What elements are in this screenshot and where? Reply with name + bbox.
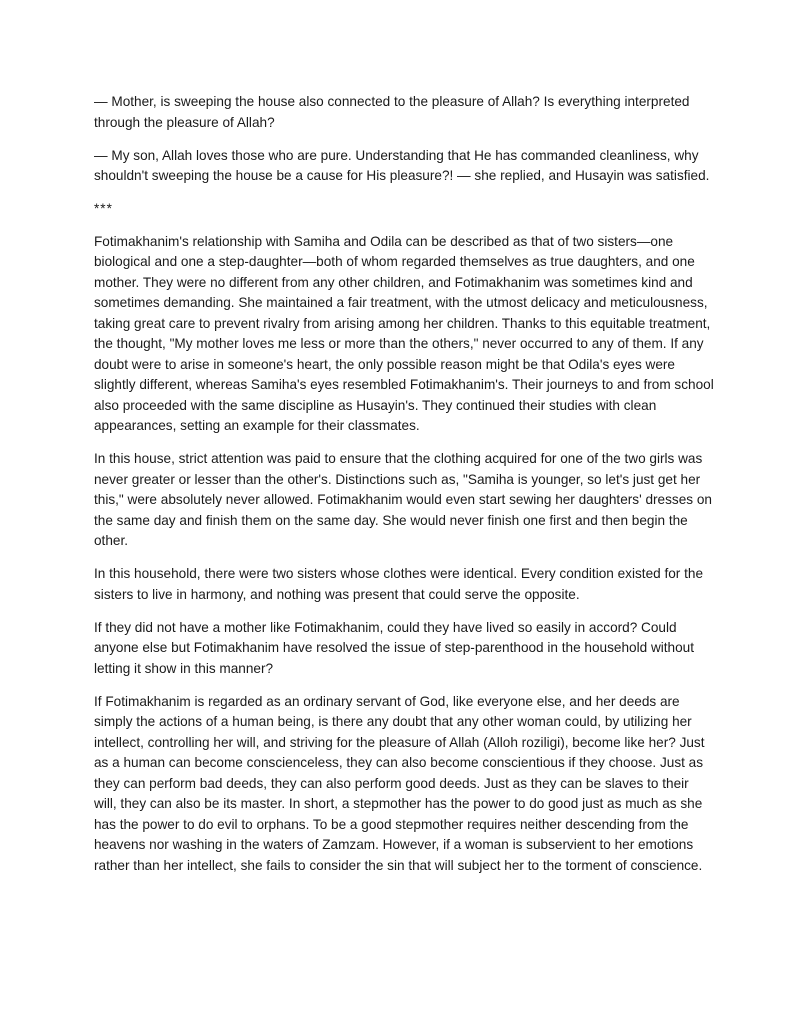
body-paragraph: In this household, there were two sisters whose clothes were identical. Every condition existed for the sisters to live in harmony, and nothing was present that could serve the opposite. [94, 566, 704, 602]
dialogue-paragraph-question: — Mother, is sweeping the house also connected to the pleasure of Allah? Is everything interpreted through the pleasure of Allah? [94, 94, 690, 130]
body-paragraph: If they did not have a mother like Fotimakhanim, could they have lived so easily in accord? Could anyone else but Fotimakhanim have resolved the issue of step-parenthood in the household without letting it show in this manner? [94, 619, 695, 676]
body-paragraph: If Fotimakhanim is regarded as an ordinary servant of God, like everyone else, and her deeds are simply the actions of a human being, is there any doubt that any other woman could, by utilizing her intellect, controlling her will, and striving for the pleasure of Allah (Alloh roziligi), become like her? Just as a human can become conscienceless, they can also become conscientious if they choose. Just as they can perform bad deeds, they can also perform good deeds. Just as they can be slaves to their will, they can also be its master. In short, a stepmother has the power to do good just as much as she has the power to do evil to orphans. To be a good stepmother requires neither descending from the heavens nor washing in the waters of Zamzam. However, if a woman is subservient to her emotions rather than her intellect, she fails to consider the sin that will subject her to the torment of conscience. [94, 693, 705, 873]
body-paragraph: In this house, strict attention was paid to ensure that the clothing acquired for one of the two girls was never greater or lesser than the other's. Distinctions such as, "Samiha is younger, so let's just get her this," were absolutely never allowed. Fotimakhanim would even start sewing her daughters' dresses on the same day and finish them on the same day. She would never finish one first and then begin the other. [94, 451, 712, 548]
body-paragraph: Fotimakhanim's relationship with Samiha and Odila can be described as that of two sisters—one biological and one a step-daughter—both of whom regarded themselves as true daughters, and one mother. They were no different from any other children, and Fotimakhanim was sometimes kind and sometimes demanding. She maintained a fair treatment, with the utmost delicacy and meticulousness, taking great care to prevent rivalry from arising among her children. Thanks to this equitable treatment, the thought, "My mother loves me less or more than the others," never occurred to any of them. If any doubt were to arise in someone's heart, the only possible reason might be that Odila's eyes were slightly different, whereas Samiha's eyes resembled Fotimakhanim's. Their journeys to and from school also proceeded with the same discipline as Husayin's. They continued their studies with clean appearances, setting an example for their classmates. [94, 233, 714, 433]
document-page [94, 92, 714, 889]
dialogue-paragraph-answer: — My son, Allah loves those who are pure. Understanding that He has commanded cleanliness, why shouldn't sweeping the house be a cause for His pleasure?! — she replied, and Husayin was satisfied. [94, 147, 710, 183]
section-separator: *** [94, 201, 113, 216]
